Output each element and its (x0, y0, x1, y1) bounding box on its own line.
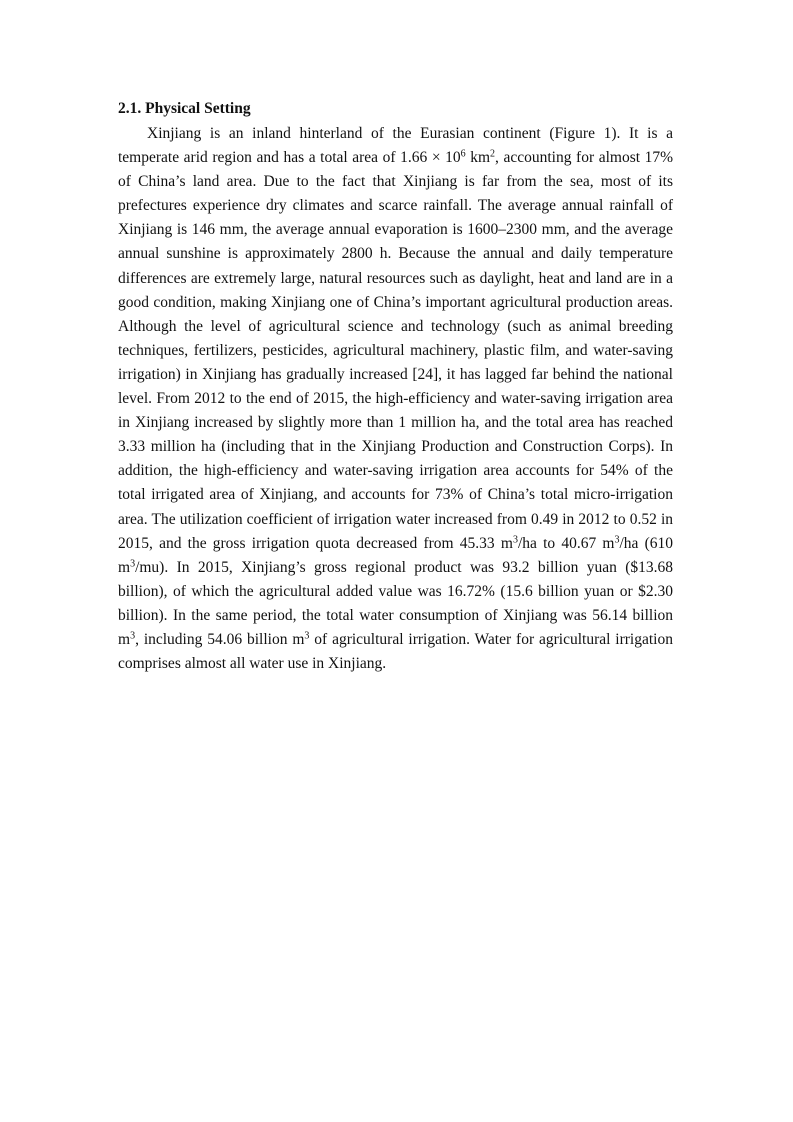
superscript: 3 (614, 534, 620, 546)
text-run: , accounting for almost 17% of China’s land area. Due to the fact that Xinjiang is far from the sea, most of its prefectures experience dry climates and scarce rainfall. The average annual rainfall of Xinjiang is 146 mm, the average annual evaporation is 1600–2300 mm, and the average annual sunshine is approximately 2800 h. Because the annual and daily temperature differences are extremely large, natural resources such as daylight, heat and land are in a good condition, making Xinjiang one of China’s important agricultural production areas. Although the level of agricultural science and technology (such as animal breeding techniques, fertilizers, pesticides, agricultural machinery, plastic film, and water-saving irrigation) in Xinjiang has gradually increased [24], it has lagged far behind the national level. From 2012 to the end of 2015, the high-efficiency and water-saving irrigation area in Xinjiang increased by slightly more than 1 million ha, and the total area has reached 3.33 million ha (including that in the Xinjiang Production and Construction Corps). In addition, the high-efficiency and water-saving irrigation area accounts for 54% of the total irrigated area of Xinjiang, and accounts for 73% of China’s total micro-irrigation area. The utilization coefficient of irrigation water increased from 0.49 in 2012 to 0.52 in 2015, and the gross irrigation quota decreased from 45.33 m (118, 149, 674, 552)
text-run: /ha (610 m (118, 534, 673, 576)
text-run: /ha to 40.67 m (517, 534, 615, 552)
superscript: 3 (130, 630, 136, 642)
superscript: 2 (490, 148, 496, 160)
text-run: of agricultural irrigation. Water for agricultural irrigation comprises almost all water use in Xinjiang. (118, 630, 673, 673)
section-physical-setting (118, 98, 673, 676)
body-paragraph (118, 122, 673, 676)
text-run: Xinjiang is an inland hinterland of the Eurasian continent (Figure 1). It is a temperate arid region and has a total area of 1.66 × 10 (118, 125, 673, 167)
superscript: 3 (130, 558, 136, 570)
text-run: , including 54.06 billion m (135, 630, 305, 648)
superscript: 6 (460, 148, 466, 160)
section-heading: 2.1. Physical Setting (118, 100, 251, 117)
superscript: 3 (512, 534, 518, 546)
text-run: km (465, 149, 491, 167)
text-run: /mu). In 2015, Xinjiang’s gross regional product was 93.2 billion yuan ($13.68 billion), of which the agricultural added value was 16.72% (15.6 billion yuan or $2.30 billion). In the same period, the total water consumption of Xinjiang was 56.14 billion m (118, 558, 673, 648)
superscript: 3 (304, 630, 310, 642)
